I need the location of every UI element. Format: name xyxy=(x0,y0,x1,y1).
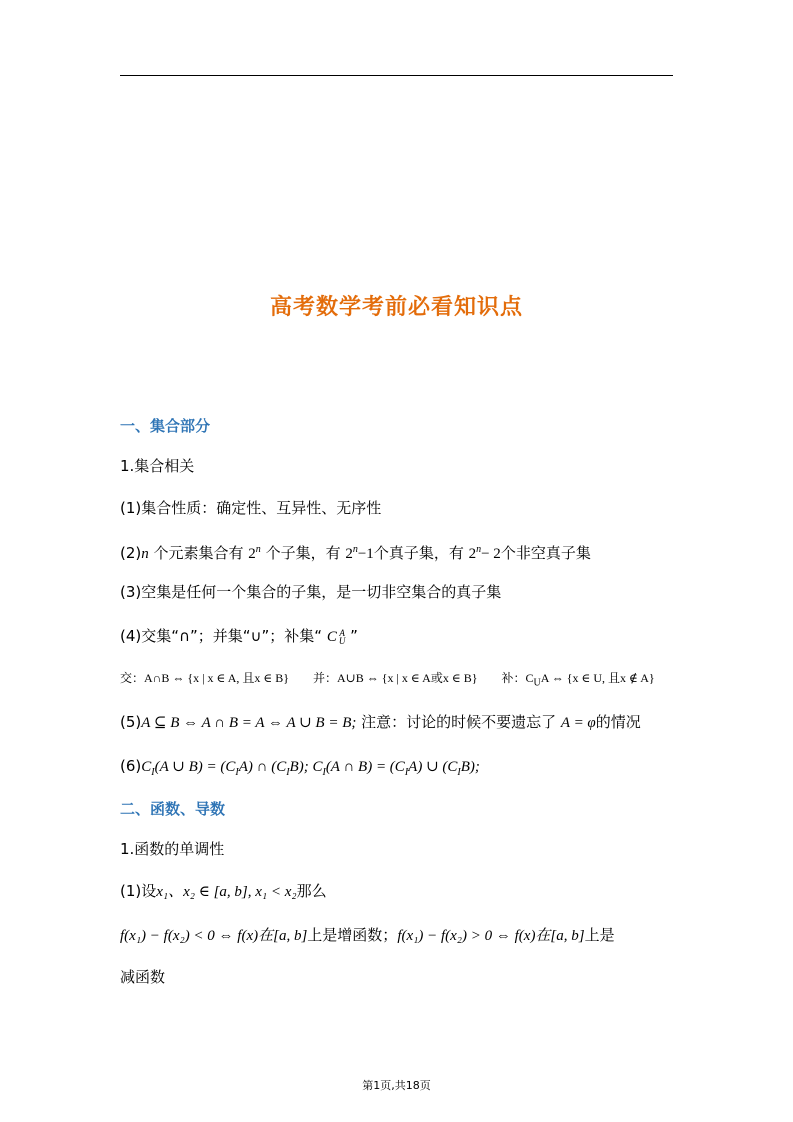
set-operations-intro: (4)交集“∩”；并集“∪”；补集“ C A U ” xyxy=(120,627,358,646)
set-operation-definitions xyxy=(120,668,655,693)
subset-count: (2)n 个元素集合有 2$^n$ 个子集，有 $2^n-1$个真子集，有 $2^n- 2$个非空真子集 xyxy=(120,544,591,562)
monotonic-criteria-cont: 减函数 xyxy=(120,968,166,986)
monotonic-criteria: f(x₁) − f(x₂) < 0 ⇔ f(x)在[a, b]上是增函数；f(x₁) − f(x₂) > 0 ⇔ f(x)在[a, b]上是 xyxy=(120,926,615,944)
monotonic-setup: (1)设x₁、x₂ ∈ [a, b], x₁ < x₂那么 xyxy=(120,882,327,900)
page-footer: 第1页,共18页 xyxy=(362,1079,431,1092)
intersection-def: 交：A∩B ⇔ {x | x ∈ A, 且x ∈ B} xyxy=(120,671,290,685)
complement-def: 补：$C_UA$ ⇔ {x ∈ U, 且x ∉ A} xyxy=(501,671,655,689)
empty-set-note: (3)空集是任何一个集合的子集，是一切非空集合的真子集 xyxy=(120,583,502,601)
section-heading-sets: 一、集合部分 xyxy=(120,417,211,435)
set-properties: (1)集合性质：确定性、互异性、无序性 xyxy=(120,499,382,517)
header-rule xyxy=(120,75,673,76)
subheading-sets: 1.集合相关 xyxy=(120,457,195,475)
section-heading-functions: 二、函数、导数 xyxy=(120,800,226,818)
subheading-monotonicity: 1.函数的单调性 xyxy=(120,840,225,858)
de-morgan-laws: $(6)C_I(A$ ∪ $B) = (C_IA)$ ∩ $(C_IB)$; $C_I(A$ ∩ $B) = (C_IA)$ ∪ $(C_IB)$; xyxy=(120,757,480,778)
subset-equivalence: (5)A ⊆ B ⇔ A ∩ B = A ⇔ A ∪ B = B; 注意：讨论的时候不要遗忘了 A = φ的情况 xyxy=(120,713,641,731)
union-def: 并：A∪B ⇔ {x | x ∈ A或x ∈ B} xyxy=(313,671,478,685)
page-title: 高考数学考前必看知识点 xyxy=(269,295,523,320)
